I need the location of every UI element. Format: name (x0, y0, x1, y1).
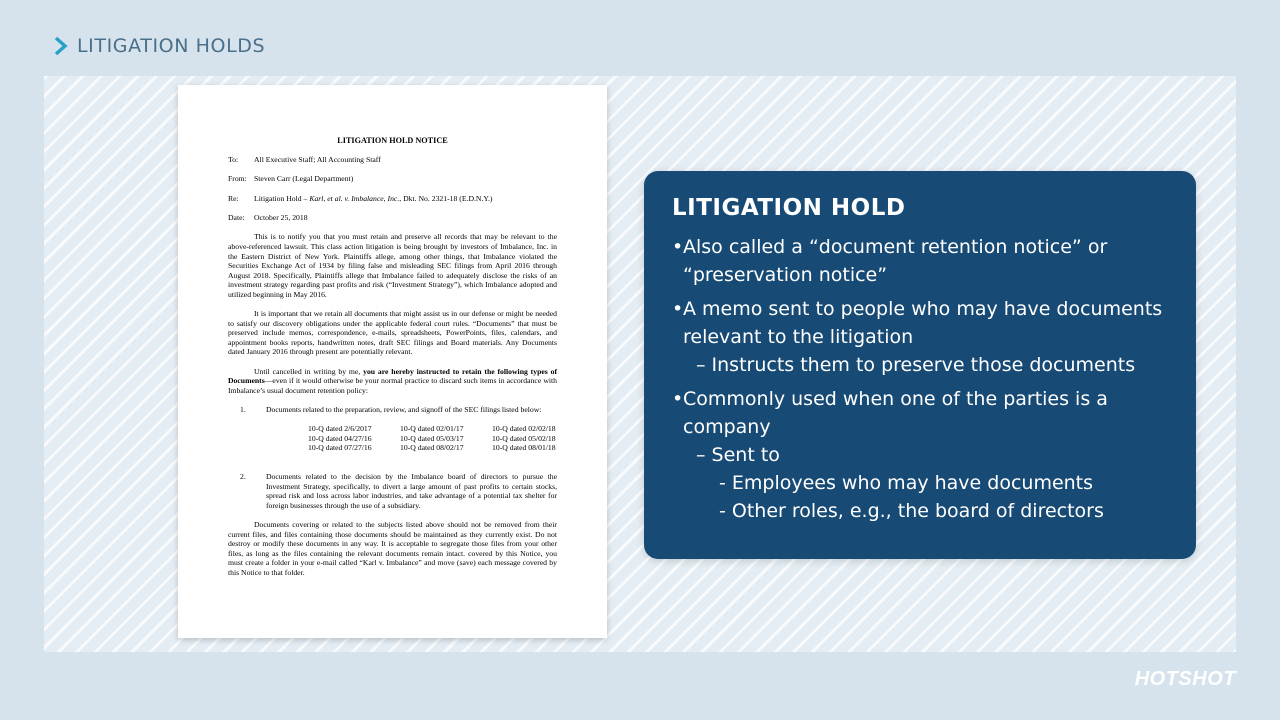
list-text: Documents related to the preparation, review, and signoff of the SEC filings listed below: (266, 405, 542, 415)
filing-cell: 10-Q dated 05/03/17 (400, 433, 464, 443)
sub-sub-bullet: - Employees who may have documents (719, 472, 1094, 494)
bullet-icon: • (672, 236, 684, 258)
bullet-text: Also called a “document retention notice” or “preservation notice” (683, 236, 1108, 286)
to-value: All Executive Staff; All Accounting Staff (254, 155, 381, 165)
filing-cell: 10-Q dated 07/27/16 (308, 443, 372, 453)
filing-row (308, 443, 584, 453)
re-suffix: , Dkt. No. 2321-18 (E.D.N.Y.) (399, 193, 493, 203)
filing-cell: 10-Q dated 02/01/17 (400, 424, 464, 434)
paragraph-3-bold: you are hereby instructed to retain the following types of Documents (228, 366, 557, 386)
list-item (228, 405, 557, 453)
filing-cell: 10-Q dated 04/27/16 (308, 433, 372, 443)
re-prefix: Litigation Hold – (254, 193, 310, 203)
paragraph-3-intro: Until cancelled in writing by me, (254, 366, 364, 376)
bullet-text: Commonly used when one of the parties is a company (683, 388, 1108, 438)
filing-cell: 10-Q dated 08/01/18 (492, 443, 556, 453)
re-label: Re: (228, 193, 239, 203)
memo-date (228, 213, 557, 223)
bullet-item (672, 295, 1172, 351)
sub-bullet: – Instructs them to preserve those documents (696, 354, 1136, 376)
hotshot-logo: HOTSHOT (1134, 668, 1236, 690)
paragraph-2: It is important that we retain all documents that might assist us in our defense or might be needed to satisfy our discovery obligations under the applicable federal court rules. “Documents” that must be preserved include memos, correspondence, e-mails, spreadsheets, PowerPoints, files, calendars, and appointment books reports, handwritten notes, draft SEC filings and Board materials. Any Documents dated January 2016 through present are potentially relevant. (228, 309, 557, 357)
bullet-item (672, 233, 1172, 289)
slide-title: LITIGATION HOLDS (77, 35, 266, 57)
paragraph-1: This is to notify you that you must retain and preserve all records that may be relevant to the above-referenced lawsuit. This class action litigation is being brought by investors of Imbalance, Inc. in the Eastern District of New York. Plaintiffs allege, among other things, that Imbalance violated the Securities Exchange Act of 1934 by filing false and misleading SEC filings from April 2016 through August 2018. Specifically, Plaintiffs allege that Imbalance failed to adequately disclose the risks of an investment strategy regarding past profits and risk (“Investment Strategy”), which Imbalance adopted and utilized beginning in May 2016. (228, 232, 557, 299)
bullet-icon: • (672, 388, 684, 410)
paragraph-3-rest: —even if it would otherwise be your normal practice to discard such items in accordance with Imbalance’s usual document retention policy: (228, 376, 557, 395)
filing-cell: 10-Q dated 02/02/18 (492, 424, 556, 434)
date-label: Date: (228, 212, 245, 222)
document-list (228, 405, 557, 510)
sub-bullet: – Sent to (696, 444, 780, 466)
bullet-text: A memo sent to people who may have documents relevant to the litigation (683, 298, 1163, 348)
paragraph-3 (228, 367, 557, 396)
filing-row (308, 424, 584, 434)
memo-re (228, 194, 557, 204)
re-case: Karl, et al. v. Imbalance, Inc. (309, 193, 400, 203)
summary-card (644, 171, 1196, 559)
bullet-item (672, 385, 1172, 441)
document-title: LITIGATION HOLD NOTICE (337, 136, 448, 145)
litigation-hold-document (178, 85, 607, 638)
card-title: LITIGATION HOLD (672, 195, 906, 221)
sub-sub-bullet: - Other roles, e.g., the board of directors (719, 500, 1104, 522)
bullet-icon: • (672, 298, 684, 320)
list-text: Documents related to the decision by the Imbalance board of directors to pursue the Investment Strategy, specifically, to divert a large amount of past profits to certain stocks, spread risk and loss across labor industries, and take advantage of a potential tax shelter for foreign businesses through the use of a subsidiary. (266, 472, 557, 510)
filing-cell: 10-Q dated 05/02/18 (492, 433, 556, 443)
memo-to (228, 155, 557, 165)
slide-header (52, 35, 265, 57)
from-value: Steven Carr (Legal Department) (254, 174, 354, 184)
list-number: 2. (240, 472, 246, 481)
filings-table (308, 424, 584, 453)
filing-cell: 10-Q dated 2/6/2017 (308, 424, 372, 434)
memo-from (228, 174, 557, 184)
list-item (228, 472, 557, 510)
to-label: To: (228, 155, 239, 165)
date-value: October 25, 2018 (254, 212, 308, 222)
chevron-right-icon (52, 35, 70, 57)
filing-cell: 10-Q dated 08/02/17 (400, 443, 464, 453)
filing-row (308, 434, 584, 444)
list-number: 1. (240, 405, 246, 415)
paragraph-4: Documents covering or related to the subjects listed above should not be removed from their current files, and files containing those documents should be maintained as they currently exist. Do not destroy or modify these documents in any way. It is acceptable to segregate those files from your other files, as long as the files containing the relevant documents remain intact. covered by this Notice, you must create a folder in your e-mail called “Karl v. Imbalance” and move (save) each message covered by this Notice to that folder. (228, 519, 557, 577)
from-label: From: (228, 174, 247, 184)
